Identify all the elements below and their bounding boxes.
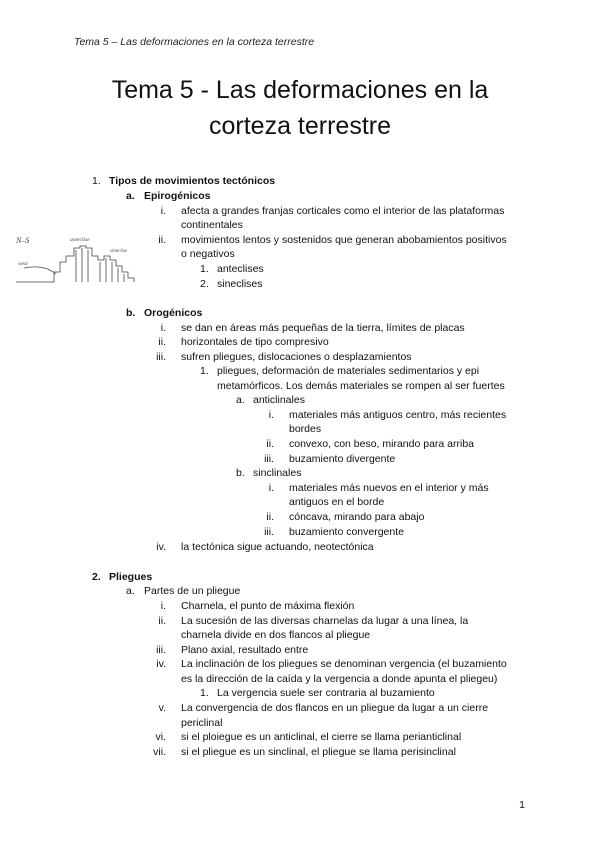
list-item: La vergencia suele ser contraria al buzamiento	[217, 687, 435, 699]
list-item: charnela divide en dos flancos al pliegue	[181, 629, 371, 641]
list-item: pliegues, deformación de materiales sedimentarios y epi	[217, 365, 480, 377]
title-line-2: corteza terrestre	[208, 112, 391, 140]
list-marker: v.	[158, 702, 166, 714]
list-marker: iii.	[264, 526, 274, 538]
list-marker: i.	[268, 482, 274, 494]
subsection-title: Epirogénicos	[144, 190, 211, 202]
list-marker: 1.	[200, 365, 209, 377]
list-marker: a.	[126, 190, 135, 202]
list-marker: iv.	[156, 658, 166, 670]
list-marker: 1.	[200, 263, 209, 275]
list-marker: i.	[160, 600, 166, 612]
list-marker: i.	[160, 205, 166, 217]
section-number: 2.	[92, 571, 101, 583]
section-number: 1.	[92, 175, 101, 187]
list-item: horizontales de tipo compresivo	[181, 336, 329, 348]
list-marker: vi.	[155, 731, 166, 743]
list-item: Plano axial, resultado entre	[181, 644, 309, 656]
list-marker: b.	[236, 467, 245, 479]
list-marker: a.	[236, 394, 245, 406]
list-marker: iii.	[156, 644, 166, 656]
list-marker: vii.	[153, 746, 166, 758]
list-item: sufren pliegues, dislocaciones o desplazamientos	[181, 351, 412, 363]
list-marker: b.	[126, 307, 136, 319]
section-title: Tipos de movimientos tectónicos	[109, 175, 276, 187]
list-item: materiales más nuevos en el interior y más	[289, 482, 489, 494]
list-marker: ii.	[158, 615, 166, 627]
list-marker: ii.	[266, 511, 274, 523]
list-item: anticlinales	[253, 394, 305, 406]
list-item: sineclises	[217, 278, 263, 290]
list-item: Charnela, el punto de máxima flexión	[181, 600, 355, 612]
list-item: se dan en áreas más pequeñas de la tierra, límites de placas	[181, 322, 465, 334]
list-item: 2.	[200, 278, 209, 290]
sketch-label-west: west	[18, 261, 28, 267]
list-item: La inclinación de los pliegues se denominan vergencia (el buzamiento	[181, 658, 507, 670]
list-marker: i.	[268, 409, 274, 421]
list-marker: ii.	[158, 336, 166, 348]
anteclise-sineclise-sketch	[14, 232, 140, 290]
sketch-label-sineclise: sineclise	[110, 249, 128, 254]
list-item: buzamiento divergente	[289, 453, 396, 465]
sketch-label-ns: N–S	[16, 236, 30, 245]
list-item: la tectónica sigue actuando, neotectónica	[181, 541, 374, 553]
list-item: cóncava, mirando para abajo	[289, 511, 425, 523]
list-item: continentales	[181, 219, 243, 231]
sketch-label-anteclise: anteclise	[70, 237, 90, 243]
page-number: 1	[519, 799, 525, 811]
list-item: sinclinales	[253, 467, 302, 479]
list-item: Partes de un pliegue	[144, 585, 241, 597]
list-item: La sucesión de las diversas charnelas da lugar a una línea, la	[181, 615, 469, 627]
subsection-title: Orogénicos	[144, 307, 203, 319]
list-item: movimientos lentos y sostenidos que generan abobamientos positivos	[181, 234, 507, 246]
list-item: o negativos	[181, 248, 235, 260]
list-item: La convergencia de dos flancos en un pliegue da lugar a un cierre	[181, 702, 489, 714]
list-item: periclinal	[181, 717, 223, 729]
list-item: metamórficos. Los demás materiales se rompen al ser fuertes	[217, 380, 505, 392]
list-marker: a.	[126, 585, 135, 597]
list-item: bordes	[289, 423, 322, 435]
list-marker: iii.	[156, 351, 166, 363]
list-item: antiguos en el borde	[289, 496, 385, 508]
list-item: materiales más antiguos centro, más recientes	[289, 409, 507, 421]
list-item: buzamiento convergente	[289, 526, 404, 538]
list-item: si el ploiegue es un anticlinal, el cierre se llama perianticlinal	[181, 731, 462, 743]
list-marker: iii.	[264, 453, 274, 465]
list-item: convexo, con beso, mirando para arriba	[289, 438, 475, 450]
list-marker: ii.	[266, 438, 274, 450]
list-marker: ii.	[158, 234, 166, 246]
title-line-1: Tema 5 - Las deformaciones en la	[111, 76, 489, 104]
list-item: es la dirección de la caída y la vergencia a donde apunta el pliegeu)	[181, 673, 498, 685]
list-item: si el pliegue es un sinclinal, el pliegue se llama perisinclinal	[181, 746, 456, 758]
list-marker: i.	[160, 322, 166, 334]
section-title: Pliegues	[109, 571, 153, 583]
list-marker: 1.	[200, 687, 209, 699]
page-title	[0, 72, 600, 144]
list-marker: iv.	[156, 541, 166, 553]
list-item: afecta a grandes franjas corticales como el interior de las plataformas	[181, 205, 505, 217]
list-item: anteclises	[217, 263, 264, 275]
running-header: Tema 5 – Las deformaciones en la corteza terrestre	[74, 36, 315, 48]
